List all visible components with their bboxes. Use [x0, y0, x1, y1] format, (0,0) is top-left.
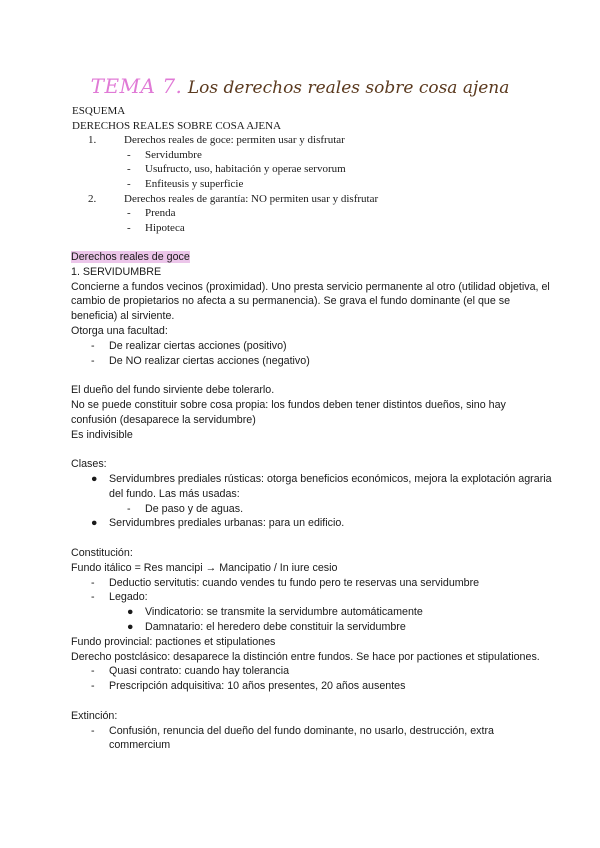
list-item — [71, 502, 553, 517]
esquema-subitem-text: Servidumbre — [145, 148, 202, 161]
paragraph: Fundo provincial: pactiones et stipulationes — [71, 635, 276, 648]
esquema-subitem-text: Prenda — [145, 207, 176, 220]
title-topic-name: Los derechos reales sobre cosa ajena — [182, 78, 510, 98]
paragraph: Fundo itálico = Res mancipi → Mancipatio / In iure cesio — [71, 561, 338, 574]
bullet-marker: ● — [127, 620, 134, 633]
list-item-text: Damnatario: el heredero debe constituir la servidumbre — [145, 620, 406, 633]
dash-marker: - — [91, 591, 95, 604]
list-item-text: Deductio servitutis: cuando vendes tu fundo pero te reservas una servidumbre — [109, 576, 480, 589]
bullet-marker: ● — [127, 606, 134, 619]
list-item — [71, 576, 553, 591]
esquema-subitem — [72, 177, 378, 192]
esquema-subitem — [72, 162, 378, 177]
dash-marker: - — [91, 576, 95, 589]
list-item-text: De realizar ciertas acciones (positivo) — [109, 339, 287, 352]
list-item-text: Servidumbres prediales urbanas: para un edificio. — [109, 517, 345, 530]
esquema-subitem-text: Enfiteusis y superficie — [145, 177, 244, 190]
esquema-subitem — [72, 206, 378, 221]
list-item — [71, 516, 553, 531]
bullet-marker: ● — [91, 517, 98, 530]
esquema-heading: ESQUEMA — [72, 105, 126, 117]
paragraph: Concierne a fundos vecinos (proximidad). Uno presta servicio permanente al otro (utilidad objetiva, el cambio de propietarios no afecta a su permanencia). Se grava el fundo dominante (el que se beneficia) al sirviente. — [71, 280, 550, 323]
paragraph: El dueño del fundo sirviente debe tolerarlo. — [71, 384, 275, 397]
esquema-block — [72, 104, 378, 235]
paragraph: Constitución: — [71, 546, 133, 559]
list-item — [71, 590, 553, 605]
list-item-text: Legado: — [109, 591, 148, 604]
esquema-subitem — [72, 148, 378, 163]
list-item — [71, 620, 553, 635]
list-item-text: Vindicatorio: se transmite la servidumbre automáticamente — [145, 606, 423, 619]
list-item — [71, 679, 553, 694]
esquema-subitem — [72, 221, 378, 236]
dash-marker: - — [127, 221, 131, 234]
paragraph: Otorga una facultad: — [71, 324, 168, 337]
esquema-subheading: DERECHOS REALES SOBRE COSA AJENA — [72, 119, 282, 132]
list-item — [71, 339, 553, 354]
esquema-subitem-text: Usufructo, uso, habitación y operae servorum — [145, 163, 346, 176]
dash-marker: - — [91, 724, 95, 737]
esquema-item — [72, 133, 378, 148]
page-title — [0, 74, 600, 98]
list-item-text: De paso y de aguas. — [145, 502, 244, 515]
dash-marker: - — [127, 163, 131, 176]
subsection-heading: 1. SERVIDUMBRE — [71, 265, 162, 278]
list-item — [71, 664, 553, 679]
list-item — [71, 472, 553, 502]
list-item — [71, 354, 553, 369]
esquema-item-number: 2. — [88, 192, 97, 205]
list-item-text: De NO realizar ciertas acciones (negativo) — [109, 354, 310, 367]
paragraph: Es indivisible — [71, 428, 133, 441]
list-item-text: Confusión, renuncia del dueño del fundo dominante, no usarlo, destrucción, extra commercium — [109, 724, 495, 752]
dash-marker: - — [91, 354, 95, 367]
dash-marker: - — [127, 148, 131, 161]
list-item-text: Prescripción adquisitiva: 10 años presentes, 20 años ausentes — [109, 680, 406, 693]
section-heading-highlighted: Derechos reales de goce — [71, 251, 190, 263]
list-item — [71, 605, 553, 620]
paragraph: Extinción: — [71, 709, 118, 722]
bullet-marker: ● — [91, 472, 98, 485]
esquema-item-text: Derechos reales de goce: permiten usar y disfrutar — [124, 134, 345, 147]
dash-marker: - — [127, 502, 131, 515]
dash-marker: - — [91, 665, 95, 678]
esquema-item — [72, 192, 378, 207]
paragraph: No se puede constituir sobre cosa propia: los fundos deben tener distintos dueños, sino hay confusión (desaparece la servidumbre) — [71, 398, 506, 426]
dash-marker: - — [91, 680, 95, 693]
dash-marker: - — [91, 339, 95, 352]
esquema-item-text: Derechos reales de garantía: NO permiten usar y disfrutar — [124, 192, 379, 205]
esquema-subitem-text: Hipoteca — [145, 221, 185, 234]
esquema-item-number: 1. — [88, 134, 97, 147]
dash-marker: - — [127, 207, 131, 220]
list-item — [71, 724, 553, 754]
paragraph: Derecho postclásico: desaparece la distinción entre fundos. Se hace por pactiones et stipulationes. — [71, 650, 540, 663]
notes-body — [71, 250, 553, 753]
list-item-text: Servidumbres prediales rústicas: otorga beneficios económicos, mejora la explotación agraria del fundo. Las más usadas: — [109, 472, 552, 500]
list-item-text: Quasi contrato: cuando hay tolerancia — [109, 665, 290, 678]
title-topic-number: TEMA 7. — [90, 74, 183, 98]
dash-marker: - — [127, 177, 131, 190]
paragraph: Clases: — [71, 458, 107, 471]
